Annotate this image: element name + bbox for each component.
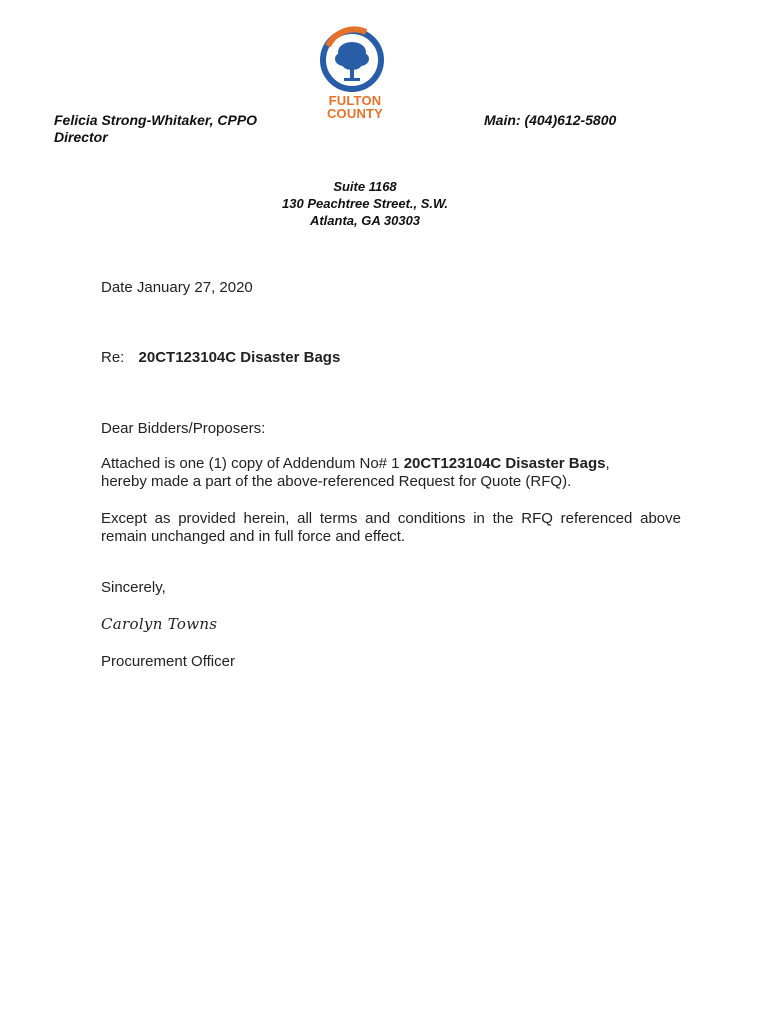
re-subject: 20CT123104C Disaster Bags (138, 349, 341, 366)
director-role: Director (54, 129, 108, 145)
address-street: 130 Peachtree Street., S.W. (282, 196, 448, 211)
paragraph-attachment-line-2: hereby made a part of the above-referenced Request for Quote (RFQ). (101, 473, 572, 490)
para1-text-b: , (605, 455, 610, 472)
paragraph-terms: Except as provided herein, all terms and conditions in the RFQ referenced above remain unchanged and in full force and effect. (101, 510, 681, 545)
logo-wordmark (322, 94, 388, 120)
signature: Carolyn Towns (101, 615, 218, 633)
fulton-county-tree-logo-icon (316, 26, 388, 96)
closing: Sincerely, (101, 579, 166, 596)
salutation: Dear Bidders/Proposers: (101, 420, 266, 437)
para1-text-a: Attached is one (1) copy of Addendum No# 1 (101, 455, 404, 472)
address-suite: Suite 1168 (333, 179, 397, 194)
address-block (220, 178, 510, 229)
address-city: Atlanta, GA 30303 (309, 213, 421, 228)
logo-line-2: COUNTY (326, 106, 384, 121)
para1-bold-subject: 20CT123104C Disaster Bags (403, 455, 606, 472)
paragraph-attachment (101, 455, 681, 491)
main-phone: Main: (404)612-5800 (484, 112, 617, 128)
director-block (54, 112, 257, 146)
letter-date: Date January 27, 2020 (101, 279, 253, 296)
logo-line-1: FULTON (328, 93, 382, 108)
re-label: Re: (101, 349, 125, 366)
paragraph-attachment-line-1 (101, 455, 681, 473)
re-line (101, 349, 340, 367)
director-name: Felicia Strong-Whitaker, CPPO (54, 112, 258, 128)
signer-title: Procurement Officer (101, 653, 235, 670)
